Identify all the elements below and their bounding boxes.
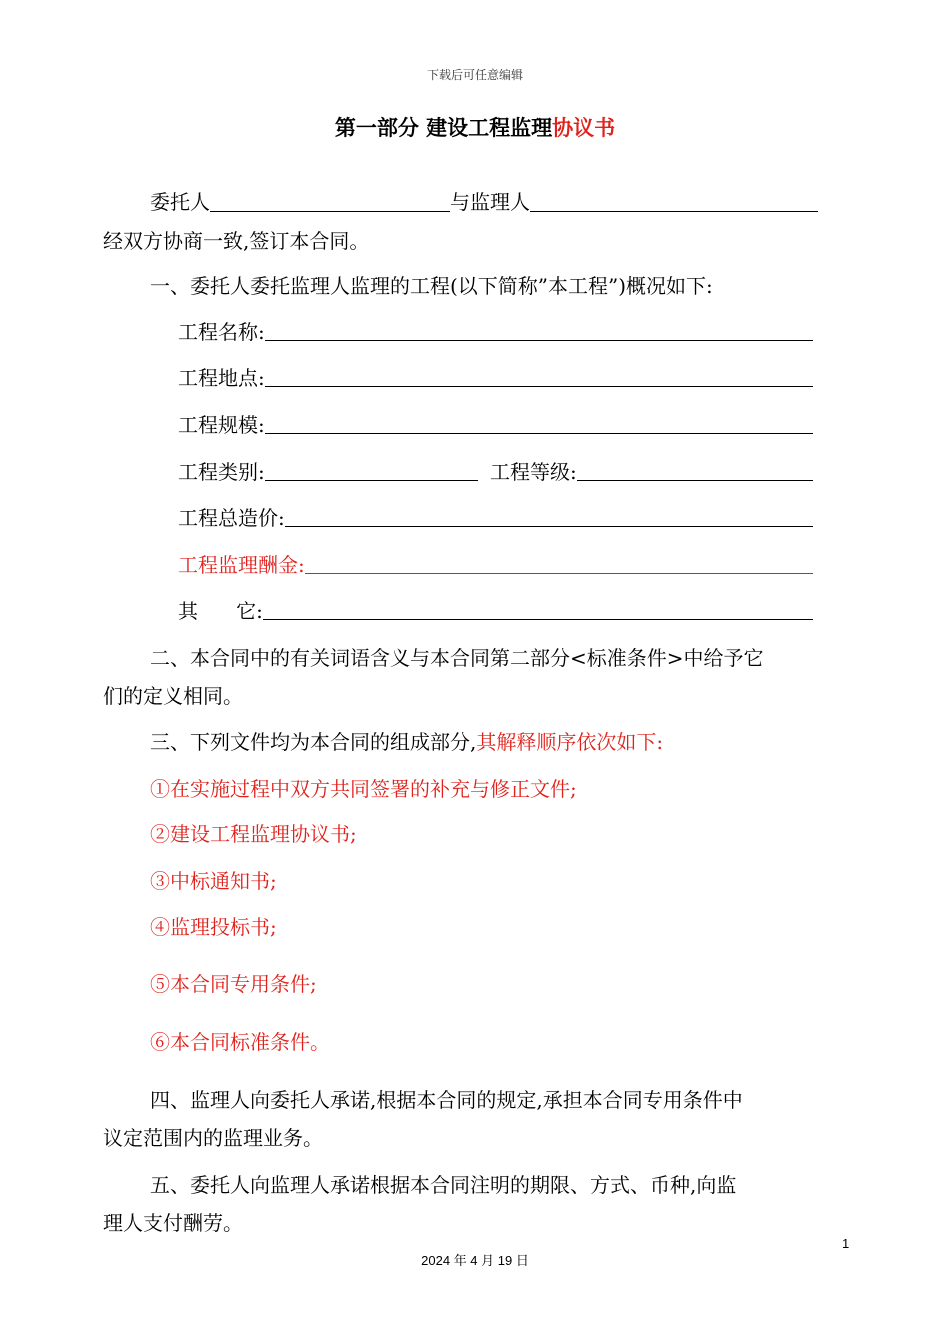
party-b-blank — [530, 191, 818, 212]
field-fee — [178, 549, 813, 581]
intro-line-1 — [150, 186, 818, 218]
section4-line-1: 四、监理人向委托人承诺,根据本合同的规定,承担本合同专用条件中 — [150, 1088, 743, 1112]
field-name-label: 工程名称: — [178, 320, 265, 344]
intro-line-2: 经双方协商一致,签订本合同。 — [103, 229, 370, 253]
field-total-cost-blank — [285, 525, 813, 527]
section3-heading-red: 其解释顺序依次如下: — [476, 730, 664, 754]
section3-heading — [150, 726, 663, 758]
section3-heading-black: 三、下列文件均为本合同的组成部分, — [150, 730, 477, 754]
section4-line-2: 议定范围内的监理业务。 — [103, 1126, 323, 1150]
list-item: ④监理投标书; — [150, 915, 277, 939]
field-location-blank — [265, 385, 813, 387]
list-item: ②建设工程监理协议书; — [150, 822, 357, 846]
field-other-label: 其 它: — [178, 599, 263, 623]
field-total-cost — [178, 502, 813, 534]
party-b-label: 与监理人 — [450, 190, 530, 214]
section1-heading: 一、委托人委托监理人监理的工程(以下简称”本工程”)概况如下: — [150, 274, 713, 298]
field-name-blank — [265, 339, 813, 341]
section2-line-1: 二、本合同中的有关词语含义与本合同第二部分<标准条件>中给予它 — [150, 646, 764, 670]
field-grade — [490, 456, 813, 488]
list-item: ⑤本合同专用条件; — [150, 972, 317, 996]
footer-date: 2024 年 4 月 19 日 — [421, 1253, 529, 1268]
field-scale-label: 工程规模: — [178, 413, 265, 437]
section5-line-2: 理人支付酬劳。 — [103, 1211, 243, 1235]
field-category-label: 工程类别: — [178, 460, 265, 484]
title-red: 协议书 — [552, 116, 616, 140]
field-other — [178, 595, 813, 627]
page-header: 下载后可任意编辑 — [426, 68, 523, 82]
title-main: 第一部分 建设工程监理 — [334, 116, 553, 140]
section5-line-1: 五、委托人向监理人承诺根据本合同注明的期限、方式、币种,向监 — [150, 1173, 737, 1197]
field-grade-blank — [577, 479, 813, 481]
list-item: ③中标通知书; — [150, 869, 277, 893]
document-title — [0, 112, 950, 142]
field-scale-blank — [265, 432, 813, 434]
field-fee-blank — [305, 572, 813, 574]
page-number: 1 — [842, 1236, 850, 1251]
list-item: ①在实施过程中双方共同签署的补充与修正文件; — [150, 777, 577, 801]
field-scale — [178, 409, 813, 441]
field-fee-label: 工程监理酬金: — [178, 553, 305, 577]
field-category — [178, 456, 478, 488]
field-name — [178, 316, 813, 348]
field-category-blank — [265, 479, 478, 481]
field-grade-label: 工程等级: — [490, 460, 577, 484]
field-other-blank — [263, 618, 813, 620]
field-location-label: 工程地点: — [178, 366, 265, 390]
field-total-cost-label: 工程总造价: — [178, 506, 285, 530]
party-a-label: 委托人 — [150, 190, 210, 214]
list-item: ⑥本合同标准条件。 — [150, 1030, 330, 1054]
section2-line-2: 们的定义相同。 — [103, 684, 243, 708]
field-location — [178, 362, 813, 394]
party-a-blank — [210, 191, 450, 212]
